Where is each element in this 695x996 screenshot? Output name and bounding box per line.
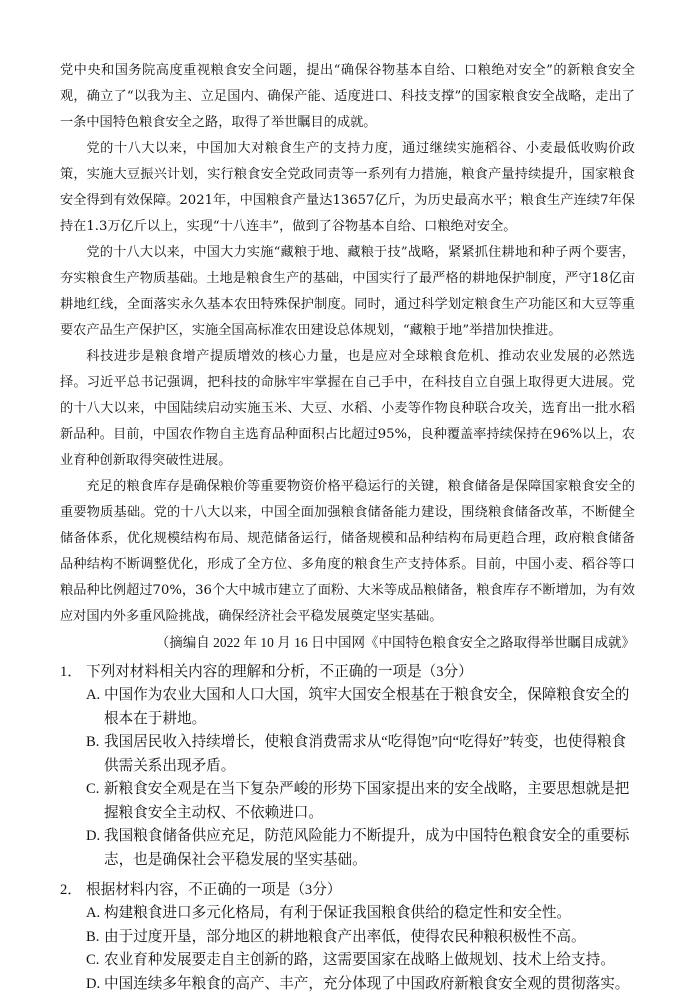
question-1 bbox=[60, 660, 635, 872]
option-letter: B. bbox=[86, 926, 104, 950]
article-source: （摘编自 2022 年 10 月 16 日中国网《中国特色粮食安全之路取得举世瞩目成就》 bbox=[60, 632, 635, 654]
article-paragraph-3: 党的十八大以来，中国大力实施“藏粮于地、藏粮于技”战略，紧紧抓住耕地和种子两个要害，夯实粮食生产物质基础。土地是粮食生产的基础，中国实行了最严格的耕地保护制度，严守18亿亩耕地红线，全面落实永久基本农田特殊保护制度。同时，通过科学划定粮食生产功能区和大豆等重要农产品生产保护区，实施全国高标准农田建设总体规划，“藏粮于地”举措加快推进。 bbox=[60, 240, 635, 344]
option-a bbox=[86, 684, 635, 731]
option-letter: C. bbox=[86, 949, 104, 973]
option-text: 农业育种发展要走自主创新的路，这需要国家在战略上做规划、技术上给支持。 bbox=[104, 952, 615, 968]
option-b bbox=[86, 731, 635, 778]
article-paragraph-5: 充足的粮食库存是确保粮价等重要物资价格平稳运行的关键，粮食储备是保障国家粮食安全的重要物质基础。党的十八大以来，中国全面加强粮食储备能力建设，围绕粮食储备改革，不断健全储备体系，优化规模结构布局、规范储备运行，储备规模和品种结构布局更趋合理，政府粮食储备品种结构不断调整优化，形成了全方位、多角度的粮食生产支持体系。目前，中国小麦、稻谷等口粮品种比例超过70%，36个大中城市建立了面粉、大米等成品粮储备，粮食库存不断增加，为有效应对国内外多重风险挑战，确保经济社会平稳发展奠定坚实基础。 bbox=[60, 474, 635, 630]
option-d bbox=[86, 973, 635, 996]
article-paragraph-2: 党的十八大以来，中国加大对粮食生产的支持力度，通过继续实施稻谷、小麦最低收购价政策，实施大豆振兴计划，实行粮食安全党政同责等一系列有力措施，粮食产量持续提升，国家粮食安全得到有效保障。2021年，中国粮食产量达13657亿斤，为历史最高水平；粮食生产连续7年保持在1.3万亿斤以上，实现“十八连丰”，做到了谷物基本自给、口粮绝对安全。 bbox=[60, 136, 635, 240]
question-2 bbox=[60, 878, 635, 996]
question-number: 1． bbox=[60, 660, 86, 684]
option-text: 我国居民收入持续增长，使粮食消费需求从“吃得饱”向“吃得好”转变，也使得粮食供需关系出现矛盾。 bbox=[104, 734, 626, 774]
question-number: 2． bbox=[60, 878, 86, 902]
option-b bbox=[86, 926, 635, 950]
option-letter: C. bbox=[86, 778, 104, 802]
question-text: 下列对材料相关内容的理解和分析，不正确的一项是（3分） bbox=[86, 660, 473, 684]
option-text: 新粮食安全观是在当下复杂严峻的形势下国家提出来的安全战略，主要思想就是把握粮食安全主动权、不依赖进口。 bbox=[104, 781, 629, 821]
option-letter: D. bbox=[86, 825, 104, 849]
option-text: 我国粮食储备供应充足，防范风险能力不断提升，成为中国特色粮食安全的重要标志，也是确保社会平稳发展的坚实基础。 bbox=[104, 828, 629, 868]
question-1-stem bbox=[60, 660, 635, 684]
option-c bbox=[86, 949, 635, 973]
option-letter: D. bbox=[86, 973, 104, 996]
option-text: 中国作为农业大国和人口大国，筑牢大国安全根基在于粮食安全，保障粮食安全的根本在于耕地。 bbox=[104, 687, 629, 727]
option-c bbox=[86, 778, 635, 825]
option-letter: B. bbox=[86, 731, 104, 755]
option-a bbox=[86, 902, 635, 926]
option-letter: A. bbox=[86, 902, 104, 926]
option-text: 中国连续多年粮食的高产、丰产，充分体现了中国政府新粮食安全观的贯彻落实。 bbox=[104, 976, 629, 992]
option-text: 构建粮食进口多元化格局，有利于保证我国粮食供给的稳定性和安全性。 bbox=[104, 905, 571, 921]
article-paragraph-4: 科技进步是粮食增产提质增效的核心力量，也是应对全球粮食危机、推动农业发展的必然选择。习近平总书记强调，把科技的命脉牢牢掌握在自己手中，在科技自立自强上取得更大进展。党的十八大以来，中国陆续启动实施玉米、大豆、水稻、小麦等作物良种联合攻关，选育出一批水稻新品种。目前，中国农作物自主选育品种面积占比超过95%，良种覆盖率持续保持在96%以上，农业育种创新取得突破性进展。 bbox=[60, 344, 635, 474]
option-d bbox=[86, 825, 635, 872]
question-2-stem bbox=[60, 878, 635, 902]
question-text: 根据材料内容，不正确的一项是（3分） bbox=[86, 878, 341, 902]
article-paragraph-1: 党中央和国务院高度重视粮食安全问题，提出“确保谷物基本自给、口粮绝对安全”的新粮食安全观，确立了“以我为主、立足国内、确保产能、适度进口、科技支撑”的国家粮食安全战略，走出了一条中国特色粮食安全之路，取得了举世瞩目的成就。 bbox=[60, 58, 635, 136]
option-letter: A. bbox=[86, 684, 104, 708]
option-text: 由于过度开垦，部分地区的耕地粮食产出率低，使得农民种粮积极性不高。 bbox=[104, 929, 586, 945]
article bbox=[60, 58, 635, 654]
